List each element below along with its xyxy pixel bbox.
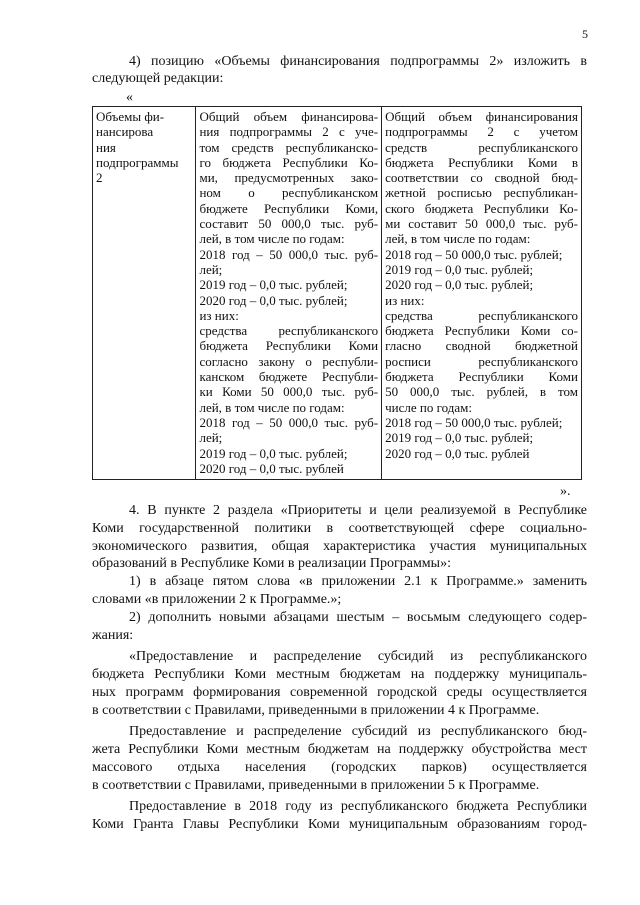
cell-line: средства республиканского <box>385 307 578 323</box>
cell-line: лей, в том числе по годам: <box>385 231 531 247</box>
cell-line: Объемы фи- <box>96 109 165 124</box>
cell-line: бюджета Республики Коми со- <box>385 323 578 339</box>
body-line: 1) в абзаце пятом слова «в приложении 2.1 к Программе.» заменить <box>129 574 587 589</box>
cell-line: ном о республиканском <box>199 185 379 201</box>
cell-line: нансирова <box>96 124 154 140</box>
cell-line: соответствии со сводной бюд- <box>385 170 578 186</box>
closing-quote: ». <box>560 484 571 499</box>
cell-line: 2018 год – 50 000,0 тыс. рублей; <box>385 414 563 430</box>
cell-line: канском бюджете Республи- <box>199 369 379 385</box>
body-line: словами «в приложении 2 к Программе.»; <box>92 592 342 607</box>
cell-line: росписи республиканского <box>385 353 578 369</box>
cell-line: лей, в том числе по годам: <box>199 399 345 415</box>
body-line: образований в Республике Коми в реализации Программы»: <box>92 556 451 571</box>
cell-line: средств республиканского <box>385 139 578 155</box>
cell-line: из них: <box>199 307 239 323</box>
body-line: Предоставление и распределение субсидий из республиканского бюд- <box>129 724 587 739</box>
cell-line: подпрограммы 2 с учетом <box>385 124 578 140</box>
cell-line: ми, предусмотренных зако- <box>199 170 379 186</box>
cell-line: гласно сводной бюджетной <box>385 338 578 354</box>
cell-line: лей; <box>199 261 223 277</box>
table-row <box>93 107 582 480</box>
financing-table <box>92 106 582 480</box>
body-line: Коми государственной политики в соответствующей сфере социально- <box>92 521 587 536</box>
cell-line: числе по годам: <box>385 399 472 415</box>
cell-line: том средств республиканско- <box>199 139 379 155</box>
body-line: массового отдыха населения (городских парков) осуществляется <box>92 760 587 775</box>
cell-line: бюджете Республики Коми, <box>199 200 379 216</box>
cell-line: 2018 год – 50 000,0 тыс. руб- <box>199 414 379 430</box>
cell-line: 2020 год – 0,0 тыс. рублей <box>385 445 530 461</box>
cell-line: 2020 год – 0,0 тыс. рублей; <box>385 277 534 293</box>
cell-line: ского бюджета Республики Ко- <box>385 200 578 216</box>
cell-line: бюджета Республики Коми <box>199 338 379 354</box>
cell-line: составит 50 000,0 тыс. руб- <box>199 216 379 232</box>
body-line: «Предоставление и распределение субсидий из республиканского <box>129 649 587 664</box>
body-line: 4. В пункте 2 раздела «Приоритеты и цели реализуемой в Республике <box>129 503 587 518</box>
body-line: Предоставление в 2018 году из республиканского бюджета Республики <box>129 799 587 814</box>
cell-line: 50 000,0 тыс. рублей, в том <box>385 384 578 400</box>
cell-line: Общий объем финансирования <box>385 109 578 124</box>
body-line: жания: <box>92 628 134 643</box>
cell-line: 2018 год – 50 000,0 тыс. руб- <box>199 246 379 262</box>
table-cell-new-text <box>382 107 582 480</box>
opening-quote: « <box>126 90 133 105</box>
cell-line: 2019 год – 0,0 тыс. рублей; <box>385 430 534 446</box>
cell-line: средства республиканского <box>199 323 379 339</box>
cell-line: 2019 год – 0,0 тыс. рублей; <box>199 277 348 293</box>
cell-line: ми составит 50 000,0 тыс. руб- <box>385 216 578 232</box>
cell-line: 2020 год – 0,0 тыс. рублей; <box>199 292 348 308</box>
cell-line: Общий объем финансирова- <box>199 109 379 124</box>
body-line: в соответствии с Правилами, приведенными в приложении 4 к Программе. <box>92 703 540 718</box>
page-number: 5 <box>582 27 588 41</box>
body-line: ных программ формирования современной городской среды осуществляется <box>92 685 587 700</box>
cell-line: 2 <box>96 170 103 186</box>
intro-line-2: следующей редакции: <box>92 71 224 86</box>
intro-line-1: 4) позицию «Объемы финансирования подпрограммы 2» изложить в <box>129 54 587 69</box>
table-cell-old-text <box>196 107 382 480</box>
body-line: 2) дополнить новыми абзацами шестым – восьмым следующего содер- <box>129 610 587 625</box>
cell-line: 2019 год – 0,0 тыс. рублей; <box>199 445 348 461</box>
cell-line: 2020 год – 0,0 тыс. рублей <box>199 460 344 476</box>
cell-line: жетной росписью республикан- <box>385 185 578 201</box>
cell-line: лей; <box>199 430 223 446</box>
body-line: экономического развития, общая характеристика участия муниципальных <box>92 539 587 554</box>
cell-line: ния <box>96 139 116 155</box>
cell-line: лей, в том числе по годам: <box>199 231 345 247</box>
cell-line: ния подпрограммы 2 с уче- <box>199 124 379 140</box>
table-cell-label <box>93 107 196 480</box>
cell-line: бюджета Республики Коми <box>385 369 578 385</box>
body-line: бюджета Республики Коми местным бюджетам на поддержку муниципаль- <box>92 667 587 682</box>
cell-line: согласно закону о республи- <box>199 353 379 369</box>
body-line: в соответствии с Правилами, приведенными в приложении 5 к Программе. <box>92 778 540 793</box>
cell-line: подпрограммы <box>96 154 179 170</box>
body-line: жета Республики Коми местным бюджетам на поддержку обустройства мест <box>92 742 587 757</box>
cell-line: го бюджета Республики Ко- <box>199 154 379 170</box>
cell-line: бюджета Республики Коми в <box>385 154 578 170</box>
cell-line: 2019 год – 0,0 тыс. рублей; <box>385 261 534 277</box>
body-line: Коми Гранта Главы Республики Коми муниципальным образованиям город- <box>92 817 587 832</box>
cell-line: 2018 год – 50 000,0 тыс. рублей; <box>385 246 563 262</box>
cell-line: из них: <box>385 292 425 308</box>
cell-line: ки Коми 50 000,0 тыс. руб- <box>199 384 379 400</box>
